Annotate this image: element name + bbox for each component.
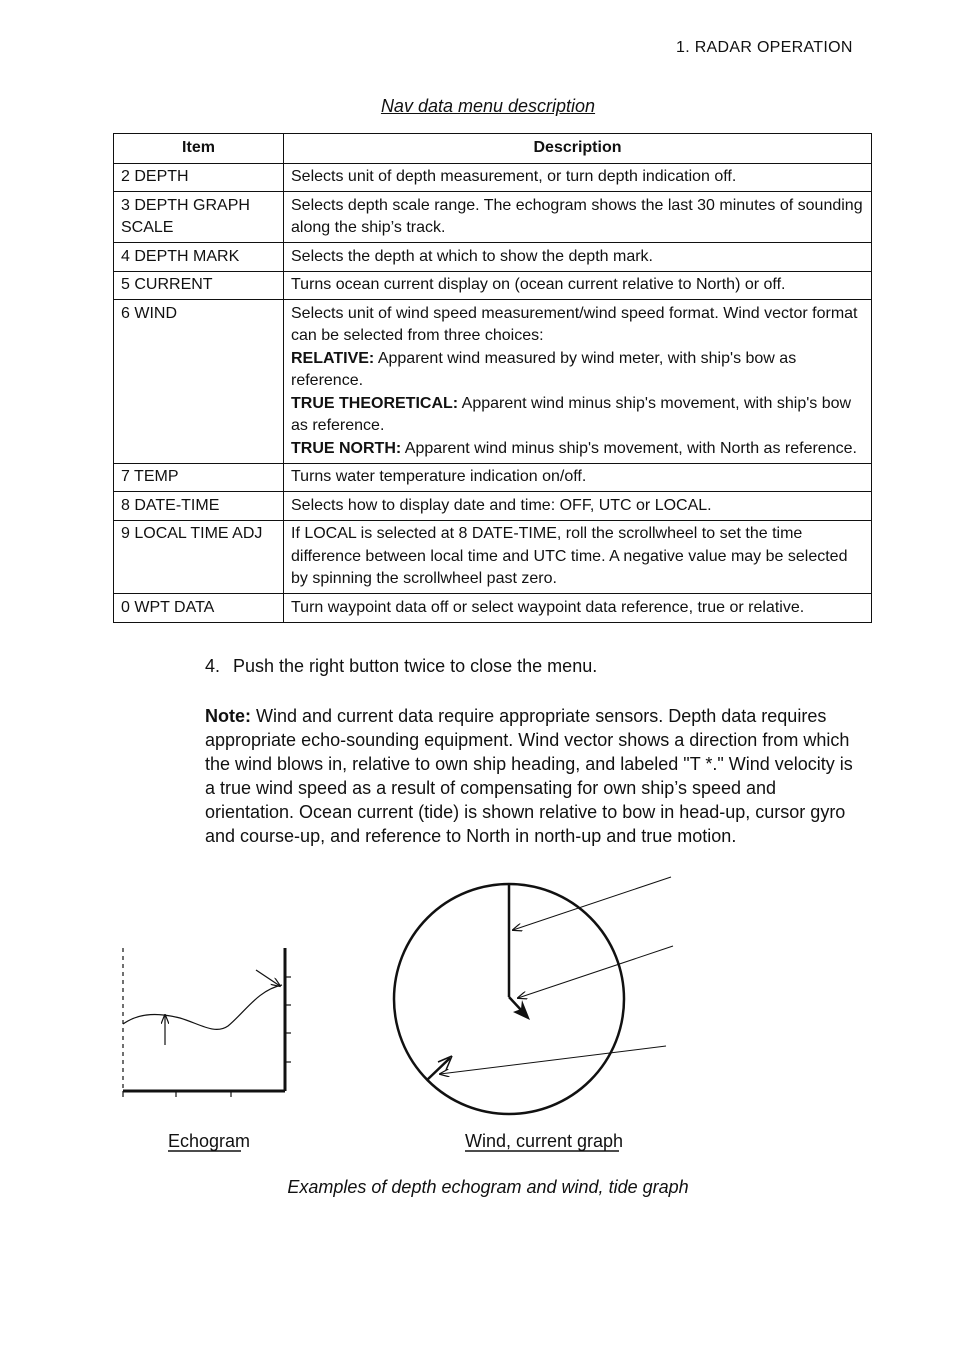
vector-line [509, 997, 522, 1011]
row-description: If LOCAL is selected at 8 DATE-TIME, roll the scrollwheel to set the time difference between local time and UTC time. A negative value may be selected by spinning the scrollwheel past zero. [284, 520, 872, 594]
step-text: Push the right button twice to close the menu. [233, 656, 598, 676]
step-4 [205, 656, 597, 677]
current-vector-line [427, 1058, 450, 1080]
table-row [114, 463, 872, 492]
table-row [114, 271, 872, 300]
column-header-description: Description [284, 134, 872, 164]
wind-description: Selects unit of wind speed measurement/wind speed format. Wind vector format can be selected from three choices: [291, 304, 858, 344]
echogram-label: Echogram [168, 1131, 251, 1151]
depth-curve [123, 985, 282, 1029]
row-item: 5 CURRENT [114, 271, 284, 300]
table-row [114, 594, 872, 623]
table-header-row [114, 134, 872, 164]
table-row [114, 163, 872, 192]
row-item: 0 WPT DATA [114, 594, 284, 623]
table-row [114, 520, 872, 594]
column-header-item: Item [114, 134, 284, 164]
wind-vector-arrowhead [513, 1000, 530, 1020]
wind-current-label: Wind, current graph [465, 1131, 624, 1151]
option-term: RELATIVE: [291, 349, 375, 367]
leader-line-bottom [440, 1046, 666, 1074]
row-description: Selects how to display date and time: OFF, UTC or LOCAL. [284, 492, 872, 521]
option-text: Apparent wind measured by wind meter, with ship's bow as reference. [291, 349, 797, 389]
graph-circle [394, 884, 624, 1114]
row-item: 6 WIND [114, 300, 284, 464]
leader-line-middle [518, 946, 673, 998]
table-row [114, 492, 872, 521]
wind-current-graph [394, 877, 673, 1114]
option-text: Apparent wind minus ship's movement, with North as reference. [401, 439, 857, 457]
current-arrowhead [438, 1056, 452, 1070]
latest-depth-arrow [256, 970, 280, 986]
note-paragraph [205, 704, 865, 848]
figure-caption: Examples of depth echogram and wind, tide graph [287, 1177, 689, 1197]
table-row [114, 192, 872, 243]
leader-line-top [513, 877, 671, 930]
row-description: Turns ocean current display on (ocean current relative to North) or off. [284, 271, 872, 300]
note-text: Wind and current data require appropriate sensors. Depth data requires appropriate echo-sounding equipment. Wind vector shows a direction from which the wind blows in, relative to own ship heading, and labeled "T *." Wind velocity is a true wind speed as a result of compensating for own ship’s speed and orientation. Ocean current (tide) is shown relative to bow in head-up, cursor gyro and course-up, and reference to North in north-up and true motion. [205, 706, 853, 846]
row-description: Turns water temperature indication on/off. [284, 463, 872, 492]
row-description: Selects depth scale range. The echogram shows the last 30 minutes of sounding along the ship’s track. [284, 192, 872, 243]
row-description [284, 300, 872, 464]
row-description: Turn waypoint data off or select waypoint data reference, true or relative. [284, 594, 872, 623]
row-item: 7 TEMP [114, 463, 284, 492]
row-item: 4 DEPTH MARK [114, 243, 284, 272]
option-term: TRUE NORTH: [291, 439, 402, 457]
row-description: Selects the depth at which to show the depth mark. [284, 243, 872, 272]
nav-data-table [113, 133, 872, 623]
section-header: 1. RADAR OPERATION [676, 39, 853, 56]
wind-option-true-north [291, 438, 864, 461]
wind-option-true-theoretical [291, 393, 864, 438]
echogram-graph [123, 948, 291, 1097]
wind-option-relative [291, 348, 864, 393]
step-number: 4. [205, 656, 221, 676]
table-row [114, 243, 872, 272]
option-term: TRUE THEORETICAL: [291, 394, 459, 412]
table-title: Nav data menu description [380, 96, 596, 116]
row-description: Selects unit of depth measurement, or turn depth indication off. [284, 163, 872, 192]
table-row [114, 300, 872, 464]
row-item: 8 DATE-TIME [114, 492, 284, 521]
note-label: Note: [205, 706, 251, 726]
row-item: 2 DEPTH [114, 163, 284, 192]
row-item: 3 DEPTH GRAPH SCALE [114, 192, 284, 243]
option-text: Apparent wind minus ship's movement, with ship's bow as reference. [291, 394, 852, 434]
row-item: 9 LOCAL TIME ADJ [114, 520, 284, 594]
